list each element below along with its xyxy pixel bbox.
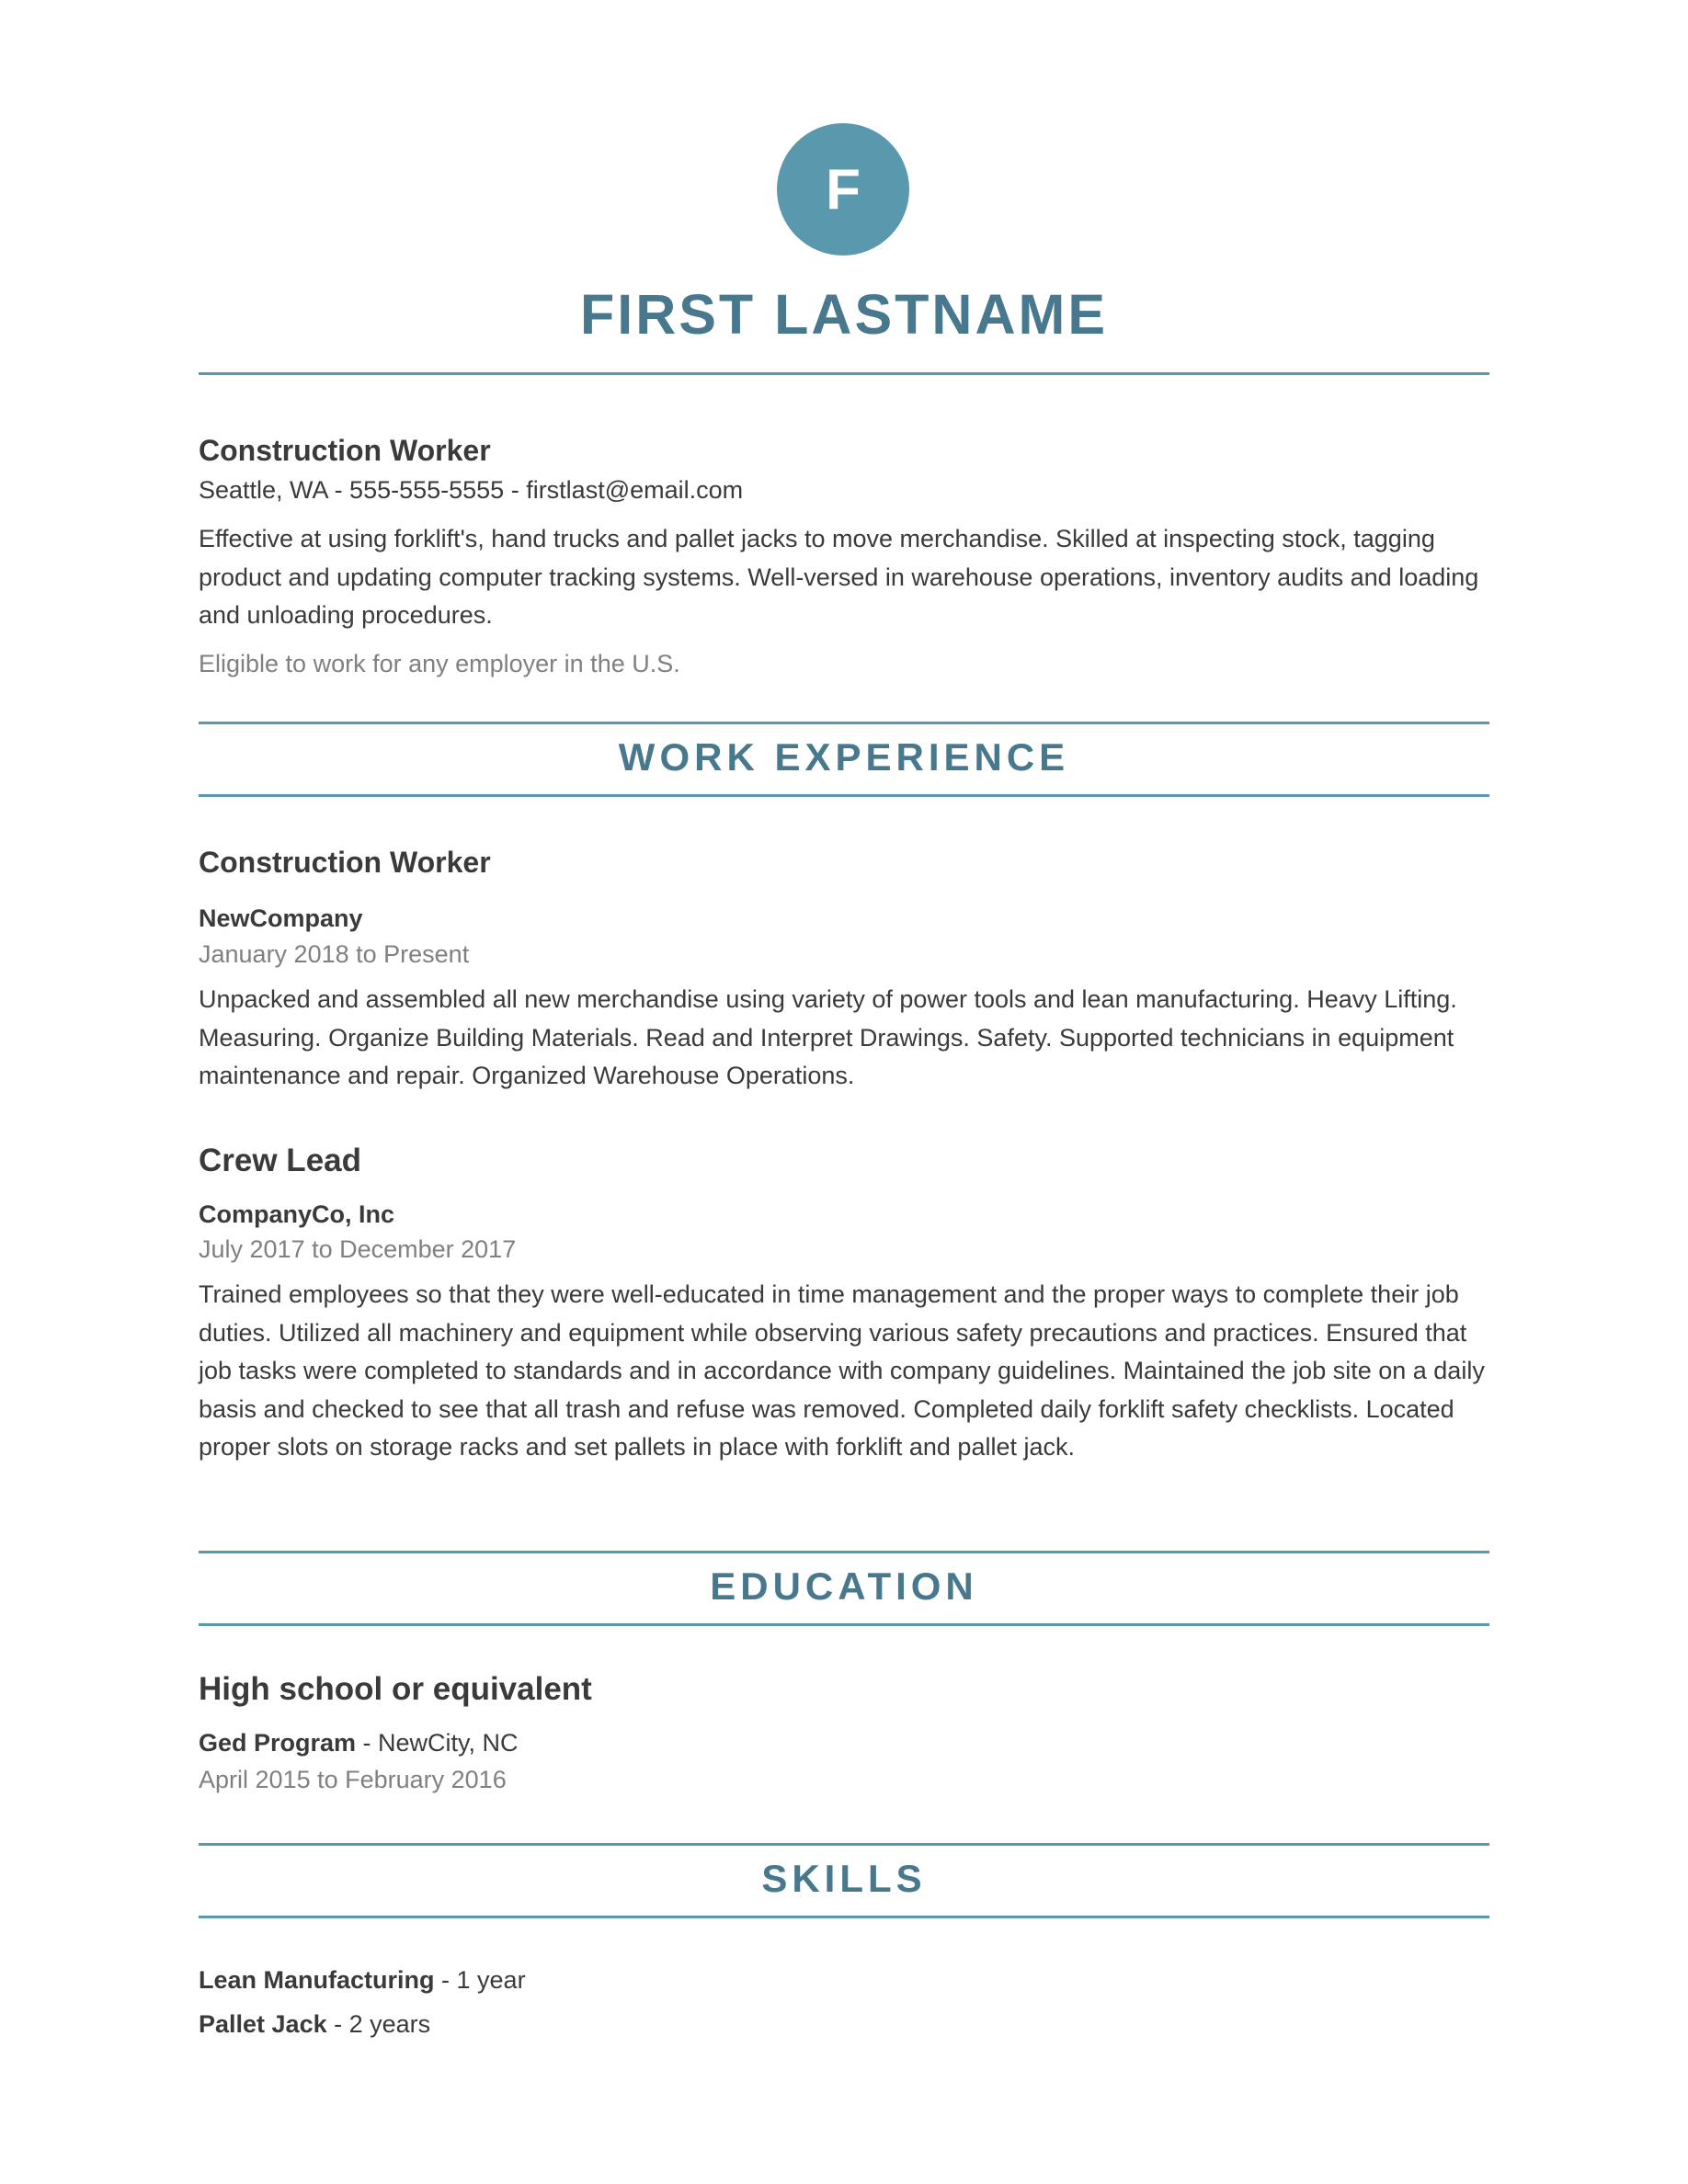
job-description: Unpacked and assembled all new merchandise using variety of power tools and lean manufacturing. Heavy Lifting. Measuring. Organize Building Materials. Read and Interpret Drawings. Safety. Supported technicians in equipment maintenance and repair. Organized Warehouse Operations. — [199, 985, 1457, 1089]
skill-separator: - — [434, 1966, 457, 1994]
skill-item — [199, 2006, 1489, 2044]
summary-title: Construction Worker — [199, 434, 491, 467]
job-title: Construction Worker — [199, 846, 491, 879]
education-location: NewCity, NC — [378, 1729, 519, 1757]
education-school: Ged Program — [199, 1729, 357, 1757]
avatar-initial: F — [826, 157, 861, 222]
avatar-initial-badge — [777, 123, 909, 256]
candidate-name: FIRST LASTNAME — [579, 283, 1109, 346]
education-top-rule — [199, 1551, 1489, 1553]
skill-duration: 2 years — [348, 2010, 431, 2038]
work-experience-bottom-rule — [199, 794, 1489, 797]
education-bottom-rule — [199, 1623, 1489, 1626]
skill-item — [199, 1962, 1489, 2000]
education-school-line — [199, 1724, 1489, 1763]
contact-line: Seattle, WA - 555-555-5555 - firstlast@email.com — [199, 476, 744, 504]
job-description: Trained employees so that they were well-educated in time management and the proper ways to complete their job duties. Utilized all machinery and equipment while observing various safety precautions and practices. Ensured that job tasks were completed to standards and in accordance with company guidelines. Maintained the job site on a daily basis and checked to see that all trash and refuse was removed. Completed daily forklift safety checklists. Located proper slots on storage racks and set pallets in place with forklift and pallet jack. — [199, 1280, 1485, 1461]
skill-name: Lean Manufacturing — [199, 1966, 435, 1994]
skill-duration: 1 year — [456, 1966, 526, 1994]
work-experience-top-rule — [199, 722, 1489, 724]
education-heading: EDUCATION — [710, 1564, 978, 1608]
skills-top-rule — [199, 1843, 1489, 1846]
header-divider — [199, 372, 1489, 375]
work-eligibility: Eligible to work for any employer in the U.S. — [199, 650, 680, 677]
summary-description: Effective at using forklift's, hand trucks and pallet jacks to move merchandise. Skilled at inspecting stock, tagging product and updating computer tracking systems. Well-versed in warehouse operations, inventory audits and loading and unloading procedures. — [199, 525, 1479, 629]
job-dates: July 2017 to December 2017 — [199, 1235, 517, 1263]
work-experience-heading: WORK EXPERIENCE — [618, 735, 1070, 779]
skills-heading: SKILLS — [761, 1857, 927, 1900]
skill-name: Pallet Jack — [199, 2010, 327, 2038]
job-company: NewCompany — [199, 904, 363, 932]
education-dates: April 2015 to February 2016 — [199, 1766, 507, 1793]
job-dates: January 2018 to Present — [199, 940, 470, 968]
skill-separator: - — [326, 2010, 349, 2038]
job-company: CompanyCo, Inc — [199, 1200, 395, 1228]
skills-bottom-rule — [199, 1916, 1489, 1918]
job-title: Crew Lead — [199, 1143, 361, 1178]
education-degree: High school or equivalent — [199, 1671, 592, 1707]
education-separator: - — [356, 1729, 379, 1757]
